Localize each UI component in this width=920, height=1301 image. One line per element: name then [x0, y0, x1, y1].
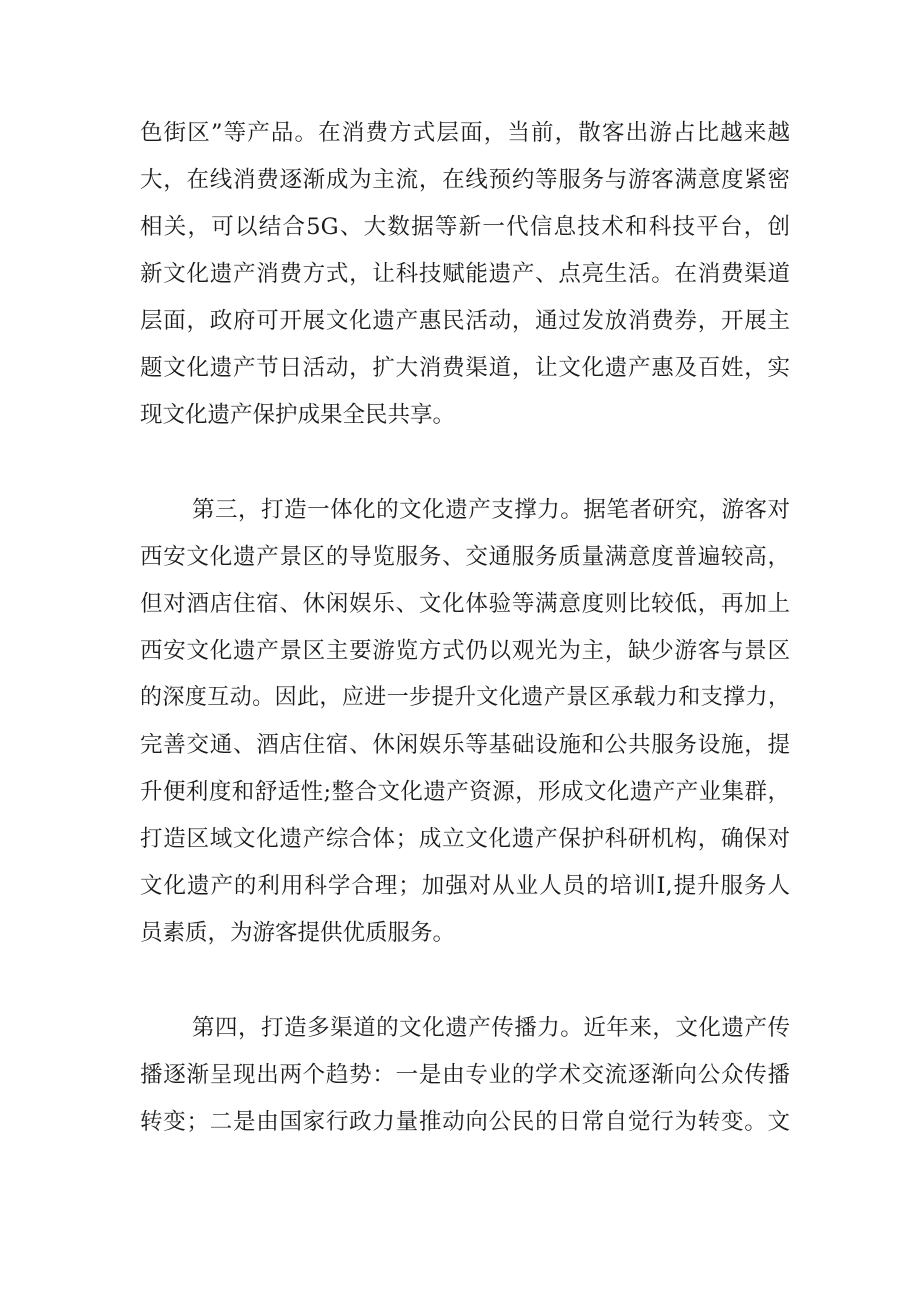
text-line: 第四，打造多渠道的文化遗产传播力。近年来，文化遗产传: [192, 1015, 790, 1041]
text-line: 打造区域文化遗产综合体；成立文化遗产保护科研机构，确保对: [140, 826, 790, 852]
text-line: 完善交通、酒店住宿、休闲娱乐等基础设施和公共服务设施，提: [140, 732, 790, 758]
text-line: 转变；二是由国家行政力量推动向公民的日常自觉行为转变。文: [140, 1109, 790, 1135]
text-line: 层面，政府可开展文化遗产惠民活动，通过发放消费券，开展主: [140, 308, 790, 334]
text-line: 第三，打造一体化的文化遗产支撑力。据笔者研究，游客对: [192, 497, 790, 523]
text-line: 西安文化遗产景区的导览服务、交通服务质量满意度普遍较高，: [140, 544, 790, 570]
text-line: 西安文化遗产景区主要游览方式仍以观光为主，缺少游客与景区: [140, 638, 790, 664]
text-line: 色街区”等产品。在消费方式层面，当前，散客出游占比越来越: [140, 120, 790, 146]
text-line: 大，在线消费逐渐成为主流，在线预约等服务与游客满意度紧密: [140, 167, 790, 193]
text-line: 现文化遗产保护成果全民共享。: [140, 402, 456, 428]
text-line: 相关，可以结合5G、大数据等新一代信息技术和科技平台，创: [140, 214, 790, 240]
text-line: 的深度互动。因此，应进一步提升文化遗产景区承载力和支撑力，: [140, 685, 790, 710]
text-line: 升便利度和舒适性;整合文化遗产资源，形成文化遗产产业集群，: [140, 779, 790, 805]
text-line: 文化遗产的利用科学合理；加强对从业人员的培训I,提升服务人: [140, 873, 790, 899]
text-line: 播逐渐呈现出两个趋势：一是由专业的学术交流逐渐向公众传播: [140, 1062, 790, 1088]
text-line: 题文化遗产节日活动，扩大消费渠道，让文化遗产惠及百姓，实: [140, 355, 790, 381]
text-line: 员素质，为游客提供优质服务。: [140, 920, 456, 946]
text-line: 但对酒店住宿、休闲娱乐、文化体验等满意度则比较低，再加上: [140, 591, 790, 617]
text-line: 新文化遗产消费方式，让科技赋能遗产、点亮生活。在消费渠道: [140, 261, 790, 287]
